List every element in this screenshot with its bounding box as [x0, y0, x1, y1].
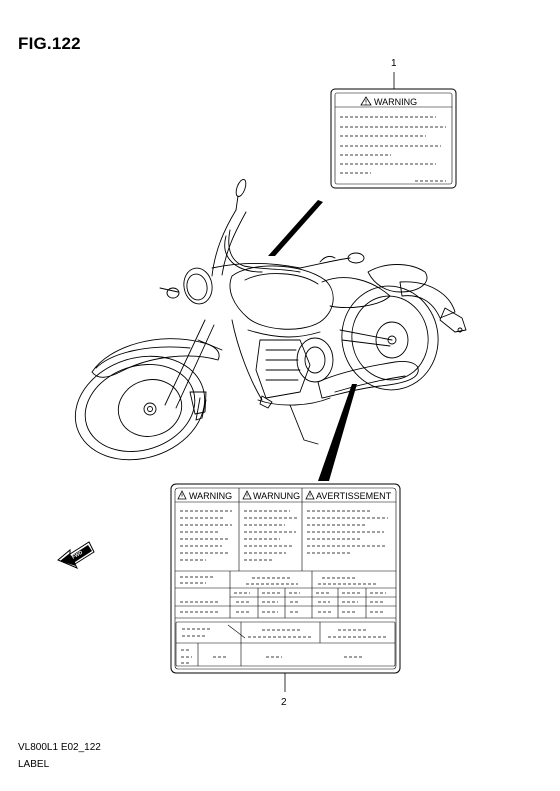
label-2-pointer [318, 384, 357, 481]
callout-1[interactable]: 1 [391, 58, 397, 69]
warning-label-2[interactable] [171, 484, 400, 673]
motorcycle-drawing [62, 178, 466, 476]
warning-label-1[interactable] [331, 89, 456, 188]
label-2-heading-en: WARNING [189, 491, 233, 501]
fwd-arrow-icon [58, 542, 94, 568]
label-2-heading-fr: AVERTISSEMENT [316, 491, 392, 501]
figure-code: VL800L1 E02_122 [18, 742, 101, 753]
fwd-arrow-text: FWD [71, 549, 84, 561]
label-1-heading: WARNING [374, 97, 418, 107]
label-1-pointer [268, 200, 323, 256]
callout-2[interactable]: 2 [281, 697, 287, 708]
figure-name: LABEL [18, 759, 50, 770]
label-2-heading-de: WARNUNG [253, 491, 301, 501]
figure-title: FIG.122 [18, 34, 81, 53]
